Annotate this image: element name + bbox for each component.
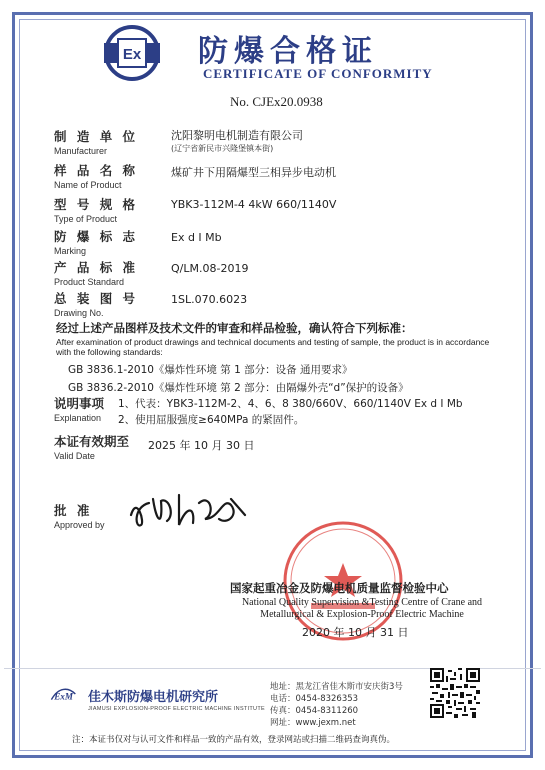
standard-item: GB 3836.1-2010《爆炸性环境 第 1 部分：设备 通用要求》: [68, 364, 353, 376]
explanation-item: 2、使用屈服强度≥640MPa 的紧固件。: [118, 414, 305, 426]
product-value: 煤矿井下用隔爆型三相异步电动机: [171, 166, 336, 179]
type-value: YBK3-112M-4 4kW 660/1140V: [171, 198, 337, 211]
ex-logo-text: Ex: [122, 46, 142, 63]
validity-value: 2025 年 10 月 30 日: [148, 439, 255, 452]
jexm-logo-icon: [50, 680, 88, 708]
issuer-name-en-line2: Metallurgical & Explosion-Proof Electric Machine: [260, 609, 464, 620]
marking-label: 防 爆 标 志 Marking: [54, 229, 139, 256]
issuer-name-en: [212, 597, 512, 621]
ex-logo-icon: [104, 25, 160, 81]
approval-label: 批 准 Approved by: [54, 503, 105, 530]
institute-address: 地址：黑龙江省佳木斯市安庆街3号: [270, 682, 403, 692]
explanation-item: 1、代表：YBK3-112M-2、4、6、8 380/660V、660/1140V Ex d I Mb: [118, 398, 463, 410]
issuer-name-en-line1: National Quality Supervision &Testing Centre of Crane and: [241, 597, 483, 608]
issuer-name-cn: 国家起重冶金及防爆电机质量监督检验中心: [230, 581, 449, 595]
institute-name: 佳木斯防爆电机研究所: [88, 690, 219, 705]
signature-icon: [123, 485, 253, 533]
footer-note: 注：本证书仅对与认可文件和样品一致的产品有效，登录网站或扫描二维码查询真伪。: [72, 735, 396, 745]
product-label: 样 品 名 称 Name of Product: [54, 163, 139, 190]
standard-value: Q/LM.08-2019: [171, 262, 249, 275]
institute-name-en: JIAMUSI EXPLOSION-PROOF ELECTRIC MACHINE INSTITUTE: [88, 706, 265, 712]
examination-statement-en: After examination of product drawings and technical documents and testing of sample, the product is in accordance with the following standards:: [56, 337, 490, 357]
institute-phone: 电话：0454-8326353: [270, 694, 359, 704]
type-label: 型 号 规 格 Type of Product: [54, 197, 139, 224]
drawing-value: 1SL.070.6023: [171, 293, 248, 306]
standard-item: GB 3836.2-2010《爆炸性环境 第 2 部分：由隔爆外壳“d”保护的设备》: [68, 382, 409, 394]
issue-date: 2020 年 10 月 31 日: [302, 626, 409, 639]
manufacturer-address: (辽宁省新民市兴隆堡镇本街): [171, 144, 274, 153]
marking-value: Ex d I Mb: [171, 231, 222, 244]
manufacturer-label: 制 造 单 位 Manufacturer: [54, 129, 139, 156]
validity-label: 本证有效期至 Valid Date: [54, 434, 130, 461]
explanation-label: 说明事项 Explanation: [54, 396, 105, 423]
examination-statement-cn: 经过上述产品图样及技术文件的审查和样品检验，确认符合下列标准：: [56, 321, 413, 335]
qr-code-icon[interactable]: [430, 668, 480, 718]
institute-website[interactable]: 网址：www.jexm.net: [270, 718, 356, 728]
institute-fax: 传真：0454-8311260: [270, 706, 359, 716]
manufacturer-value: 沈阳黎明电机制造有限公司: [171, 129, 303, 142]
standard-label: 产 品 标 准 Product Standard: [54, 260, 139, 287]
drawing-label: 总 装 图 号 Drawing No.: [54, 291, 139, 318]
certificate-title-cn: 防爆合格证: [198, 34, 378, 69]
certificate-title-en: CERTIFICATE OF CONFORMITY: [203, 66, 433, 81]
jexm-logo-text: ExM: [54, 691, 73, 702]
certificate-number: No. CJEx20.0938: [230, 94, 323, 109]
